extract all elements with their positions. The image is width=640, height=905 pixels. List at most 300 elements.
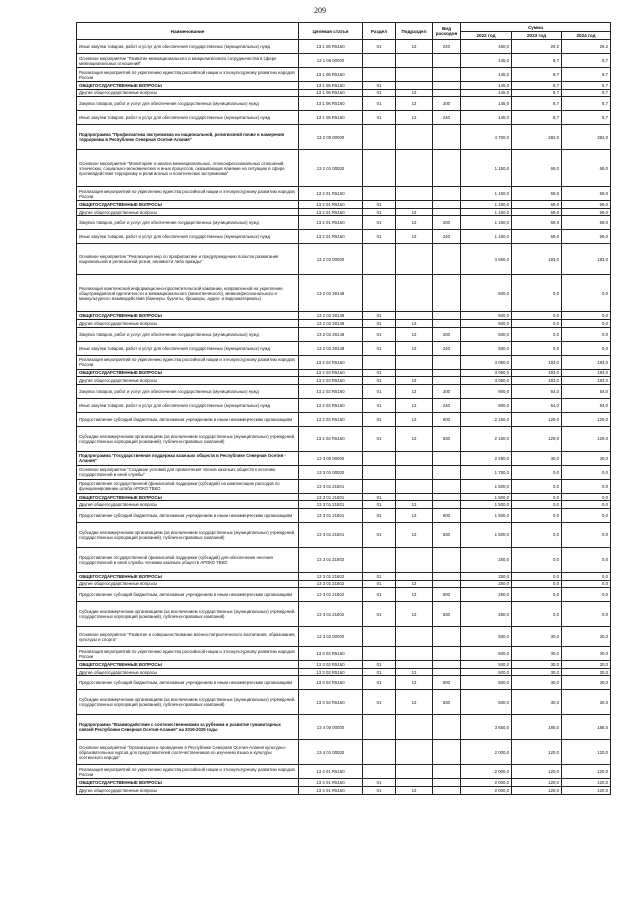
header-section: Раздел	[363, 23, 396, 40]
row-2023: 129,0	[512, 412, 562, 426]
row-expense-type	[433, 312, 461, 320]
row-2023: 183,0	[512, 244, 562, 275]
row-name: Другие общегосударственные вопросы	[77, 208, 299, 216]
row-expense-type: 630	[433, 690, 461, 715]
row-2024: 30,0	[562, 676, 611, 690]
table-row	[77, 522, 611, 547]
table-row	[77, 398, 611, 412]
row-2022: 1 150,0	[461, 208, 512, 216]
row-name: Предоставление государственной (финансовой поддержки (субсидий) для обеспечения несения государственной и иной службы членами казачьих обществ АРОКО ТВКО	[77, 547, 299, 572]
table-row	[77, 369, 611, 377]
row-subsection: 13	[396, 602, 433, 627]
row-target: 13 2 02 R5160	[299, 412, 363, 426]
row-subsection	[396, 715, 433, 740]
row-2024: 129,0	[562, 412, 611, 426]
row-name: ОБЩЕГОСУДАРСТВЕННЫЕ ВОПРОСЫ	[77, 572, 299, 580]
table-row	[77, 89, 611, 97]
row-2022: 500,0	[461, 327, 512, 341]
row-2022: 1 150,0	[461, 201, 512, 209]
row-section: 01	[363, 369, 396, 377]
header-name: Наименование	[77, 23, 299, 40]
row-2023: 69,0	[512, 201, 562, 209]
row-target: 13 2 01 R5160	[299, 216, 363, 230]
row-expense-type	[433, 355, 461, 369]
row-name: Основное мероприятие "Развитие и совершенствование военно-патриотического воспитания, образования, культуры и спорта"	[77, 627, 299, 647]
row-section: 01	[363, 588, 396, 602]
header-2022: 2022 год	[461, 32, 512, 40]
row-expense-type	[433, 377, 461, 385]
row-expense-type	[433, 647, 461, 661]
row-name: Субсидии некоммерческим организациям (за исключением государственных (муниципальных) учреждений, государственных корпораций (компаний), публично-правовых компаний)	[77, 426, 299, 451]
row-2023: 0,0	[512, 522, 562, 547]
row-expense-type	[433, 740, 461, 765]
table-row	[77, 715, 611, 740]
row-2022: 3 550,0	[461, 244, 512, 275]
row-target: 13 4 01 R5160	[299, 779, 363, 787]
row-subsection: 13	[396, 230, 433, 244]
row-2023: 69,0	[512, 208, 562, 216]
row-2024: 0,0	[562, 501, 611, 509]
row-2023: 0,0	[512, 572, 562, 580]
row-2024: 186,0	[562, 715, 611, 740]
row-section: 01	[363, 40, 396, 54]
row-name: ОБЩЕГОСУДАРСТВЕННЫЕ ВОПРОСЫ	[77, 82, 299, 90]
row-expense-type	[433, 627, 461, 647]
row-target: 13 3 02 00000	[299, 627, 363, 647]
row-name: Закупка товаров, работ и услуг для обеспечения государственных (муниципальных) нужд	[77, 327, 299, 341]
row-subsection: 13	[396, 89, 433, 97]
row-expense-type: 600	[433, 676, 461, 690]
row-expense-type	[433, 668, 461, 676]
row-target: 13 1 06 R5160	[299, 97, 363, 111]
row-target: 13 1 06 R5160	[299, 82, 363, 90]
row-2023: 29,2	[512, 40, 562, 54]
row-target: 13 3 01 21802	[299, 602, 363, 627]
row-2023: 0,0	[512, 602, 562, 627]
table-row	[77, 319, 611, 327]
header-subsection: Подраздел	[396, 23, 433, 40]
row-subsection	[396, 465, 433, 479]
row-subsection: 13	[396, 398, 433, 412]
row-2022: 500,0	[461, 690, 512, 715]
row-name: Реализация мероприятий по укреплению единства российской нации и этнокультурному развитию народов России	[77, 355, 299, 369]
row-2023: 69,0	[512, 230, 562, 244]
row-expense-type: 240	[433, 398, 461, 412]
row-section: 01	[363, 572, 396, 580]
row-2023: 69,0	[512, 187, 562, 201]
row-expense-type	[433, 150, 461, 187]
row-section	[363, 54, 396, 68]
row-target: 13 3 01 21802	[299, 588, 363, 602]
row-section	[363, 627, 396, 647]
table-row	[77, 384, 611, 398]
row-subsection: 13	[396, 319, 433, 327]
row-2024: 69,0	[562, 208, 611, 216]
row-section: 01	[363, 676, 396, 690]
row-name: Реализация комплексной информационно-просветительской кампании, направленной на укрепление общегражданской идентичности и межнационального (межэтнического), межконфессионального и межкультурного взаимодействия (баннеры, буклеты, брошюры, аудио- и видеоматериалы)	[77, 275, 299, 312]
row-2022: 3 650,0	[461, 715, 512, 740]
table-row	[77, 216, 611, 230]
row-subsection: 13	[396, 668, 433, 676]
row-2022: 1 500,0	[461, 501, 512, 509]
table-row	[77, 327, 611, 341]
header-2023: 2023 год	[512, 32, 562, 40]
row-name: Другие общегосударственные вопросы	[77, 668, 299, 676]
row-target: 13 2 02 R5160	[299, 426, 363, 451]
table-row	[77, 426, 611, 451]
row-2022: 2 000,0	[461, 765, 512, 779]
row-expense-type: 240	[433, 111, 461, 125]
row-2024: 0,0	[562, 319, 611, 327]
row-name: ОБЩЕГОСУДАРСТВЕННЫЕ ВОПРОСЫ	[77, 779, 299, 787]
row-target: 13 3 02 R5160	[299, 661, 363, 669]
row-expense-type: 200	[433, 97, 461, 111]
row-expense-type	[433, 779, 461, 787]
row-target: 13 2 02 00000	[299, 244, 363, 275]
table-body	[77, 40, 611, 795]
row-target: 13 2 02 28148	[299, 327, 363, 341]
row-2023: 8,7	[512, 54, 562, 68]
row-2023: 186,0	[512, 715, 562, 740]
row-target: 13 3 01 21802	[299, 572, 363, 580]
row-2022: 1 150,0	[461, 187, 512, 201]
row-expense-type	[433, 580, 461, 588]
row-2023: 183,0	[512, 355, 562, 369]
row-expense-type	[433, 201, 461, 209]
row-2022: 250,0	[461, 602, 512, 627]
row-name: Другие общегосударственные вопросы	[77, 319, 299, 327]
row-section	[363, 150, 396, 187]
row-name: Закупка товаров, работ и услуг для обеспечения государственных (муниципальных) нужд	[77, 216, 299, 230]
row-target: 13 2 02 R5160	[299, 355, 363, 369]
row-subsection	[396, 647, 433, 661]
table-row	[77, 588, 611, 602]
row-2024: 8,7	[562, 89, 611, 97]
row-section	[363, 451, 396, 465]
row-expense-type	[433, 765, 461, 779]
row-section: 01	[363, 602, 396, 627]
row-2024: 69,0	[562, 201, 611, 209]
row-subsection: 13	[396, 501, 433, 509]
row-expense-type: 600	[433, 508, 461, 522]
table-row	[77, 355, 611, 369]
row-section: 01	[363, 668, 396, 676]
row-name: Реализация мероприятий по укреплению единства российской нации и этнокультурному развитию народов России	[77, 187, 299, 201]
row-2024: 30,0	[562, 647, 611, 661]
row-2022: 900,0	[461, 398, 512, 412]
row-expense-type	[433, 244, 461, 275]
row-section: 01	[363, 216, 396, 230]
row-target: 13 4 01 R5160	[299, 765, 363, 779]
row-2022: 500,0	[461, 668, 512, 676]
row-expense-type: 630	[433, 426, 461, 451]
row-2022: 250,0	[461, 580, 512, 588]
row-section: 01	[363, 384, 396, 398]
row-2022: 145,0	[461, 89, 512, 97]
row-name: Иные закупки товаров, работ и услуг для обеспечения государственных (муниципальных) нужд	[77, 230, 299, 244]
table-row	[77, 377, 611, 385]
row-target: 13 1 06 R5160	[299, 89, 363, 97]
table-row	[77, 740, 611, 765]
row-2023: 129,0	[512, 426, 562, 451]
row-2024: 29,2	[562, 40, 611, 54]
row-name: ОБЩЕГОСУДАРСТВЕННЫЕ ВОПРОСЫ	[77, 493, 299, 501]
table-row	[77, 580, 611, 588]
table-row	[77, 501, 611, 509]
row-2022: 2 000,0	[461, 779, 512, 787]
row-subsection	[396, 451, 433, 465]
row-section: 01	[363, 508, 396, 522]
row-2022: 900,0	[461, 384, 512, 398]
table-row	[77, 508, 611, 522]
row-2023: 0,0	[512, 580, 562, 588]
row-expense-type	[433, 319, 461, 327]
table-row	[77, 97, 611, 111]
row-target: 13 2 01 R5160	[299, 230, 363, 244]
row-2024: 69,0	[562, 216, 611, 230]
row-subsection: 13	[396, 341, 433, 355]
row-section: 01	[363, 377, 396, 385]
row-2024: 183,0	[562, 377, 611, 385]
row-2022: 2 150,0	[461, 426, 512, 451]
row-subsection	[396, 765, 433, 779]
row-section: 01	[363, 398, 396, 412]
row-section	[363, 68, 396, 82]
header-2024: 2024 год	[562, 32, 611, 40]
row-2022: 3 050,0	[461, 377, 512, 385]
row-2022: 145,0	[461, 97, 512, 111]
row-2023: 120,0	[512, 765, 562, 779]
row-target: 13 2 02 R5160	[299, 398, 363, 412]
row-name: Подпрограмма "Взаимодействие с соотечественниками за рубежом и развитие гуманитарных связей Республики Северная Осетия-Алания" на 2019-2025 годы	[77, 715, 299, 740]
row-section: 01	[363, 661, 396, 669]
row-subsection: 13	[396, 97, 433, 111]
row-2023: 183,0	[512, 377, 562, 385]
row-expense-type: 630	[433, 522, 461, 547]
row-subsection	[396, 547, 433, 572]
row-2023: 30,0	[512, 676, 562, 690]
row-2022: 1 500,0	[461, 522, 512, 547]
row-2024: 0,0	[562, 508, 611, 522]
row-expense-type	[433, 451, 461, 465]
row-2022: 500,0	[461, 341, 512, 355]
row-subsection	[396, 82, 433, 90]
row-2022: 500,0	[461, 627, 512, 647]
row-2023: 0,0	[512, 341, 562, 355]
row-2022: 145,0	[461, 111, 512, 125]
table-row	[77, 230, 611, 244]
row-target: 13 1 05 R5160	[299, 40, 363, 54]
row-2022: 1 150,0	[461, 230, 512, 244]
row-section	[363, 647, 396, 661]
row-expense-type	[433, 369, 461, 377]
row-name: Предоставление государственной (финансовой поддержки (субсидий) на компенсацию расходов по функционированию штаба АРОКО ТВКО	[77, 479, 299, 493]
page-number: 209	[314, 6, 326, 15]
row-2022: 1 150,0	[461, 216, 512, 230]
row-target: 13 2 02 28148	[299, 275, 363, 312]
row-name: Иные закупки товаров, работ и услуг для обеспечения государственных (муниципальных) нужд	[77, 40, 299, 54]
row-expense-type	[433, 68, 461, 82]
row-expense-type: 200	[433, 216, 461, 230]
row-2023: 69,0	[512, 150, 562, 187]
row-subsection	[396, 54, 433, 68]
row-target: 13 2 02 R5160	[299, 369, 363, 377]
table-row	[77, 341, 611, 355]
header-target: Целевая статья	[299, 23, 363, 40]
row-expense-type: 630	[433, 602, 461, 627]
table-row	[77, 40, 611, 54]
row-subsection	[396, 244, 433, 275]
row-section: 01	[363, 779, 396, 787]
row-2022: 2 000,0	[461, 786, 512, 794]
row-target: 13 3 01 21801	[299, 501, 363, 509]
row-name: Другие общегосударственные вопросы	[77, 580, 299, 588]
row-2024: 8,7	[562, 82, 611, 90]
row-expense-type	[433, 89, 461, 97]
table-row	[77, 676, 611, 690]
table-row	[77, 690, 611, 715]
row-2023: 8,7	[512, 89, 562, 97]
row-name: Реализация мероприятий по укреплению единства российской нации и этнокультурному развитию народов России	[77, 647, 299, 661]
row-subsection: 13	[396, 786, 433, 794]
row-subsection	[396, 493, 433, 501]
row-2022: 1 500,0	[461, 508, 512, 522]
row-2022: 1 150,0	[461, 150, 512, 187]
row-2024: 0,0	[562, 547, 611, 572]
row-target: 13 4 01 00000	[299, 740, 363, 765]
row-subsection	[396, 355, 433, 369]
table-row	[77, 111, 611, 125]
row-section: 01	[363, 327, 396, 341]
row-2023: 8,7	[512, 111, 562, 125]
row-2024: 0,0	[562, 327, 611, 341]
table-row	[77, 54, 611, 68]
row-2023: 183,0	[512, 369, 562, 377]
row-subsection: 13	[396, 216, 433, 230]
row-2024: 54,0	[562, 384, 611, 398]
table-row	[77, 493, 611, 501]
row-2022: 1 500,0	[461, 479, 512, 493]
row-section: 01	[363, 412, 396, 426]
row-2024: 120,0	[562, 779, 611, 787]
row-expense-type	[433, 572, 461, 580]
row-2022: 4 700,0	[461, 125, 512, 150]
row-2024: 30,0	[562, 451, 611, 465]
row-2022: 3 050,0	[461, 355, 512, 369]
row-2023: 0,0	[512, 465, 562, 479]
row-2023: 120,0	[512, 786, 562, 794]
row-target: 13 2 01 R5160	[299, 201, 363, 209]
row-subsection: 13	[396, 412, 433, 426]
row-name: Предоставление субсидий бюджетным, автономным учреждениям и иным некоммерческим организациям	[77, 412, 299, 426]
row-2024: 120,0	[562, 786, 611, 794]
table-row	[77, 765, 611, 779]
row-2023: 30,0	[512, 668, 562, 676]
table-row	[77, 602, 611, 627]
row-expense-type: 600	[433, 588, 461, 602]
row-target: 13 4 00 00000	[299, 715, 363, 740]
row-2023: 120,0	[512, 779, 562, 787]
row-subsection	[396, 661, 433, 669]
row-subsection: 13	[396, 384, 433, 398]
row-section: 01	[363, 97, 396, 111]
row-expense-type	[433, 275, 461, 312]
row-section: 01	[363, 580, 396, 588]
row-subsection	[396, 275, 433, 312]
row-2023: 0,0	[512, 479, 562, 493]
row-2023: 120,0	[512, 740, 562, 765]
row-name: Субсидии некоммерческим организациям (за исключением государственных (муниципальных) учреждений, государственных корпораций (компаний), публично-правовых компаний)	[77, 522, 299, 547]
row-expense-type	[433, 125, 461, 150]
row-2023: 0,0	[512, 312, 562, 320]
row-2022: 500,0	[461, 319, 512, 327]
row-2024: 0,0	[562, 341, 611, 355]
row-section	[363, 125, 396, 150]
table-row	[77, 150, 611, 187]
row-2022: 145,0	[461, 82, 512, 90]
row-expense-type	[433, 547, 461, 572]
row-section: 01	[363, 111, 396, 125]
row-section: 01	[363, 319, 396, 327]
table-row	[77, 208, 611, 216]
row-2023: 30,0	[512, 647, 562, 661]
table-row	[77, 779, 611, 787]
row-section	[363, 465, 396, 479]
row-2024: 0,0	[562, 479, 611, 493]
row-2023: 0,0	[512, 327, 562, 341]
row-2022: 1 750,0	[461, 465, 512, 479]
row-2022: 500,0	[461, 676, 512, 690]
table-row	[77, 627, 611, 647]
row-2022: 3 050,0	[461, 369, 512, 377]
row-target: 13 3 00 00000	[299, 451, 363, 465]
row-subsection	[396, 68, 433, 82]
table-row	[77, 82, 611, 90]
table-row	[77, 451, 611, 465]
row-2022: 145,0	[461, 54, 512, 68]
row-2024: 0,0	[562, 275, 611, 312]
table-row	[77, 668, 611, 676]
row-expense-type	[433, 82, 461, 90]
row-2023: 0,0	[512, 501, 562, 509]
row-section	[363, 275, 396, 312]
row-expense-type	[433, 54, 461, 68]
row-section: 01	[363, 501, 396, 509]
table-row	[77, 412, 611, 426]
row-section: 01	[363, 426, 396, 451]
row-target: 13 3 01 21801	[299, 493, 363, 501]
table-row	[77, 647, 611, 661]
header-sum: Сумма	[461, 23, 611, 32]
row-expense-type	[433, 715, 461, 740]
row-name: Закупка товаров, работ и услуг для обеспечения государственных (муниципальных) нужд	[77, 384, 299, 398]
row-section	[363, 765, 396, 779]
row-name: Подпрограмма "Профилактика экстремизма на национальной, религиозной почве и намерения терроризма в Республике Северная Осетия-Алания"	[77, 125, 299, 150]
row-target: 13 2 01 R5160	[299, 208, 363, 216]
row-2023: 69,0	[512, 216, 562, 230]
row-name: Основное мероприятие "Организация и проведение в Республике Северная Осетия-Алания культурно-образовательных курсов для представителей соотечественников по изучению языка и культуры осетинского народа"	[77, 740, 299, 765]
row-target: 13 2 00 00000	[299, 125, 363, 150]
row-target: 13 2 02 R5160	[299, 377, 363, 385]
table-row	[77, 465, 611, 479]
row-expense-type	[433, 465, 461, 479]
row-2024: 8,7	[562, 54, 611, 68]
row-name: ОБЩЕГОСУДАРСТВЕННЫЕ ВОПРОСЫ	[77, 312, 299, 320]
row-name: ОБЩЕГОСУДАРСТВЕННЫЕ ВОПРОСЫ	[77, 201, 299, 209]
row-subsection	[396, 779, 433, 787]
row-subsection: 13	[396, 426, 433, 451]
row-2024: 8,7	[562, 111, 611, 125]
